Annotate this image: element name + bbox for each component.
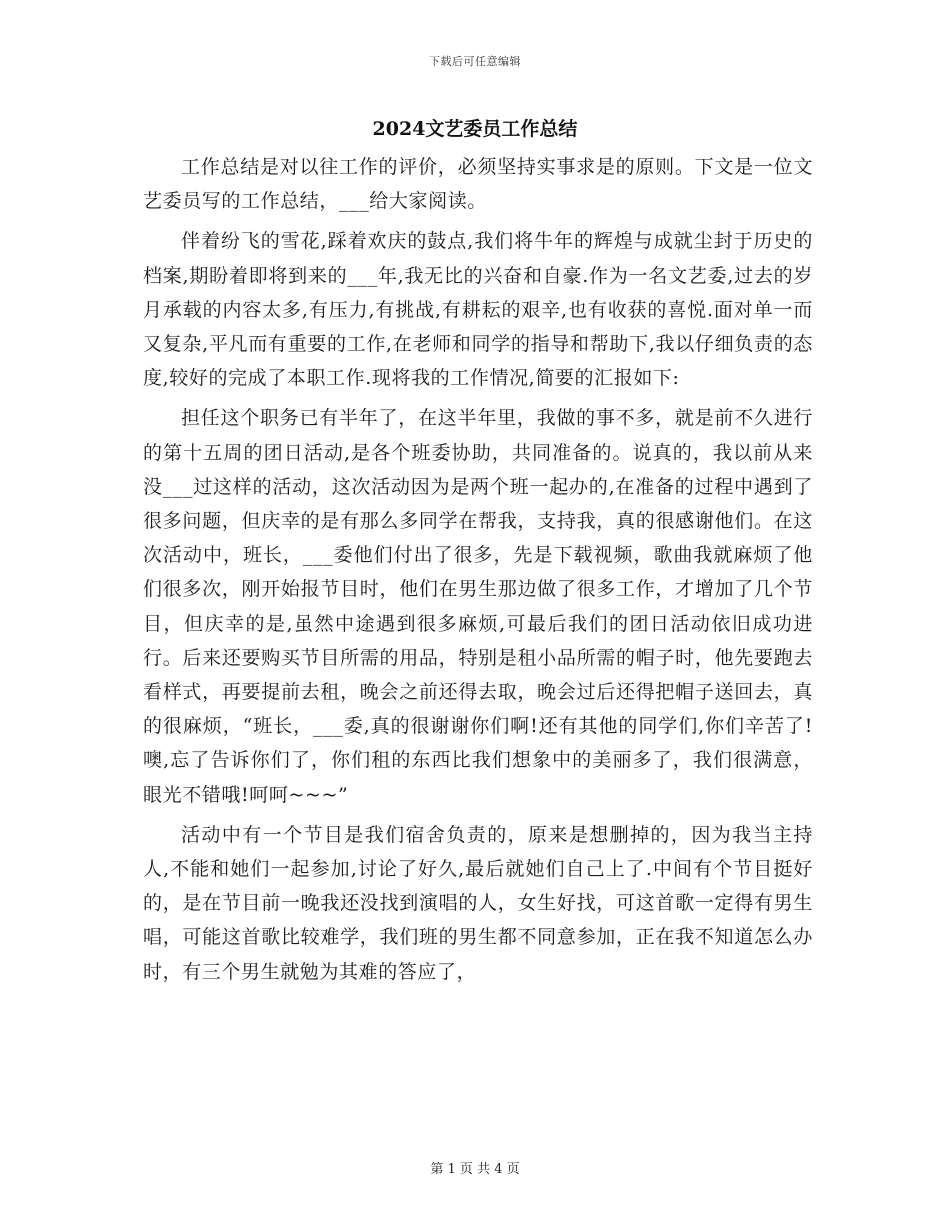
paragraph-opening: 伴着纷飞的雪花,踩着欢庆的鼓点,我们将牛年的辉煌与成就尘封于历史的档案,期盼着即将到来的___年,我无比的兴奋和自豪.作为一名文艺委,过去的岁月承载的内容太多,有压力,有挑战,有耕耘的艰辛,也有收获的喜悦.面对单一而又复杂,平凡而有重要的工作,在老师和同学的指导和帮助下,我以仔细负责的态度,较好的完成了本职工作.现将我的工作情况,简要的汇报如下:: [143, 230, 813, 390]
document-title: 2024文艺委员工作总结: [372, 118, 578, 140]
paragraph-program: 活动中有一个节目是我们宿舍负责的，原来是想删掉的，因为我当主持人,不能和她们一起参加,讨论了好久,最后就她们自己上了.中间有个节目挺好的，是在节目前一晚我还没找到演唱的人，女生好找，可这首歌一定得有男生唱，可能这首歌比较难学，我们班的男生都不同意参加，正在我不知道怎么办时，有三个男生就勉为其难的答应了，: [143, 823, 813, 983]
header-note: 下载后可任意编辑: [429, 55, 521, 68]
paragraph-intro: 工作总结是对以往工作的评价，必须坚持实事求是的原则。下文是一位文艺委员写的工作总结，___给大家阅读。: [143, 156, 813, 213]
paragraph-activity: 担任这个职务已有半年了，在这半年里，我做的事不多，就是前不久进行的第十五周的团日活动,是各个班委协助，共同准备的。说真的，我以前从来没___过这样的活动，这次活动因为是两个班一起办的,在准备的过程中遇到了很多问题，但庆幸的是有那么多同学在帮我，支持我，真的很感谢他们。在这次活动中，班长，___委他们付出了很多，先是下载视频，歌曲我就麻烦了他们很多次，刚开始报节目时，他们在男生那边做了很多工作，才增加了几个节目，但庆幸的是,虽然中途遇到很多麻烦,可最后我们的团日活动依旧成功进行。后来还要购买节目所需的用品，特别是租小品所需的帽子时，他先要跑去看样式，再要提前去租，晚会之前还得去取，晚会过后还得把帽子送回去，真的很麻烦，“班长，___委,真的很谢谢你们啊!还有其他的同学们,你们辛苦了!噢,忘了告诉你们了，你们租的东西比我们想象中的美丽多了，我们很满意，眼光不错哦!呵呵~~~”: [143, 407, 813, 806]
document-body: [143, 150, 813, 995]
page-indicator: 第 1 页 共 4 页: [430, 1162, 520, 1177]
